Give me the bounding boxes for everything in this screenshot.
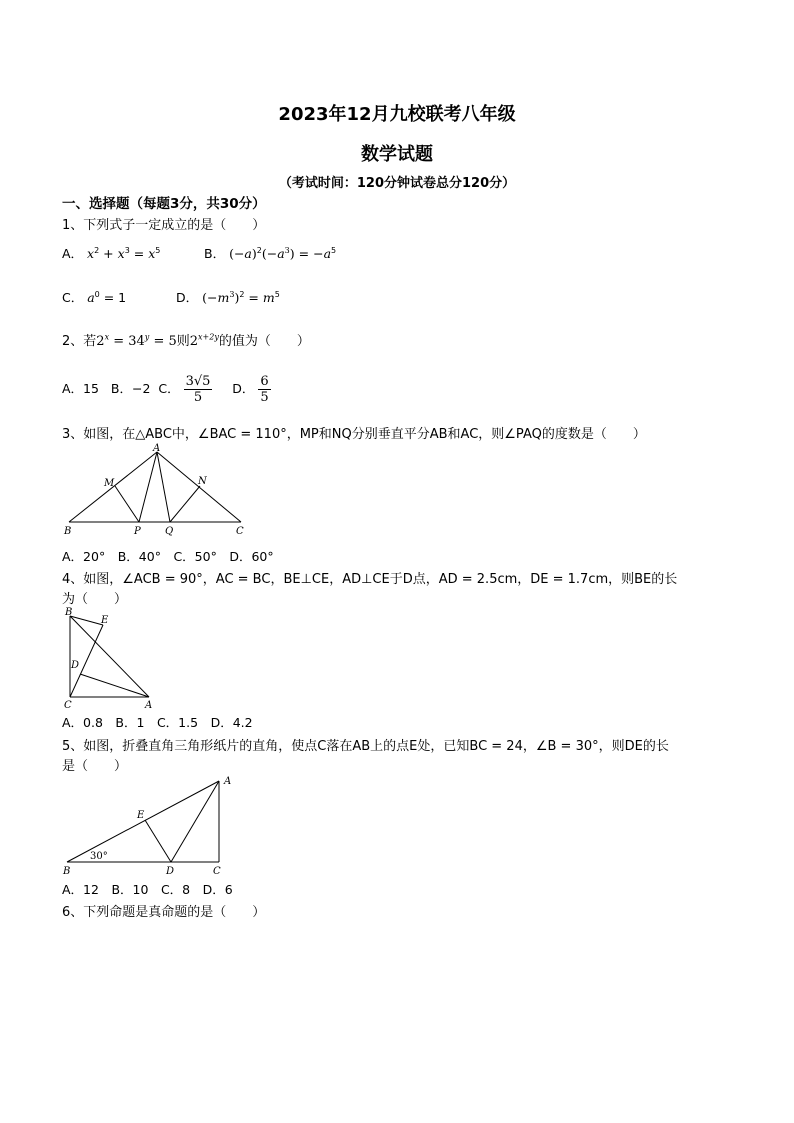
q5-angle-label: 30° <box>90 851 108 862</box>
exam-subject: 数学试题 <box>361 144 433 165</box>
q3-figure <box>60 442 260 542</box>
q1-option-b: B． $(-a)^2(-a^3) = -a^5$ <box>204 245 337 261</box>
q4-label-a: A <box>145 700 153 711</box>
q1-option-c: C． $a^0 = 1$ <box>62 289 127 305</box>
q5-figure <box>60 770 240 880</box>
q5-label-d: D <box>166 866 175 877</box>
q4-stem-line2: 为（ ） <box>62 592 128 607</box>
q3-label-n: N <box>198 476 207 487</box>
q2-stem: 2、若$2^x = 34^y = 5$则$2^{x+2y}$的值为（ ） <box>62 332 310 349</box>
q5-label-b: B <box>63 866 71 877</box>
q4-figure <box>60 604 160 714</box>
q5-options: A．12 B．10 C．8 D．6 <box>62 882 233 897</box>
q3-label-q: Q <box>165 526 174 537</box>
q6-stem: 6、下列命题是真命题的是（ ） <box>62 905 266 920</box>
q3-label-m: M <box>104 478 115 489</box>
q4-label-e: E <box>101 615 109 626</box>
q4-label-b: B <box>65 607 73 618</box>
q3-stem: 3、如图，在△ABC中，∠BAC = 110°，MP和NQ分别垂直平分AB和AC，则∠PAQ的度数是（ ） <box>62 427 646 442</box>
q5-label-a: A <box>224 776 232 787</box>
section-title: 一、选择题（每题3分，共30分） <box>62 196 266 212</box>
q3-label-p: P <box>134 526 141 537</box>
q1-option-a: A． $x^2 + x^3 = x^5$ <box>62 245 161 261</box>
q5-label-e: E <box>137 810 145 821</box>
q4-label-c: C <box>64 700 72 711</box>
q4-label-d: D <box>71 660 80 671</box>
q3-label-a: A <box>153 443 161 454</box>
q4-stem: 4、如图，∠ACB = 90°，AC = BC，BE⊥CE，AD⊥CE于D点，AD = 2.5cm，DE = 1.7cm，则BE的长 <box>62 572 678 587</box>
exam-title: 2023年12月九校联考八年级 <box>278 104 516 125</box>
q1-option-d: D． $(-m^3)^2 = m^5$ <box>176 289 280 305</box>
q5-label-c: C <box>213 866 221 877</box>
q4-options: A．0.8 B．1 C．1.5 D．4.2 <box>62 715 253 730</box>
q1-stem: 1、下列式子一定成立的是（ ） <box>62 218 266 233</box>
q3-options: A．20° B．40° C．50° D．60° <box>62 549 274 564</box>
q3-label-b: B <box>64 526 72 537</box>
q2-options: A．15 B．−2 C． $\frac{3√5}{5}$ D． $\frac{6}{5}$ <box>62 374 269 405</box>
exam-note: （考试时间：120分钟试卷总分120分） <box>278 176 516 191</box>
q5-stem-line2: 是（ ） <box>62 759 128 774</box>
q3-label-c: C <box>236 526 244 537</box>
q5-stem: 5、如图，折叠直角三角形纸片的直角，使点C落在AB上的点E处，已知BC = 24，∠B = 30°，则DE的长 <box>62 739 669 754</box>
